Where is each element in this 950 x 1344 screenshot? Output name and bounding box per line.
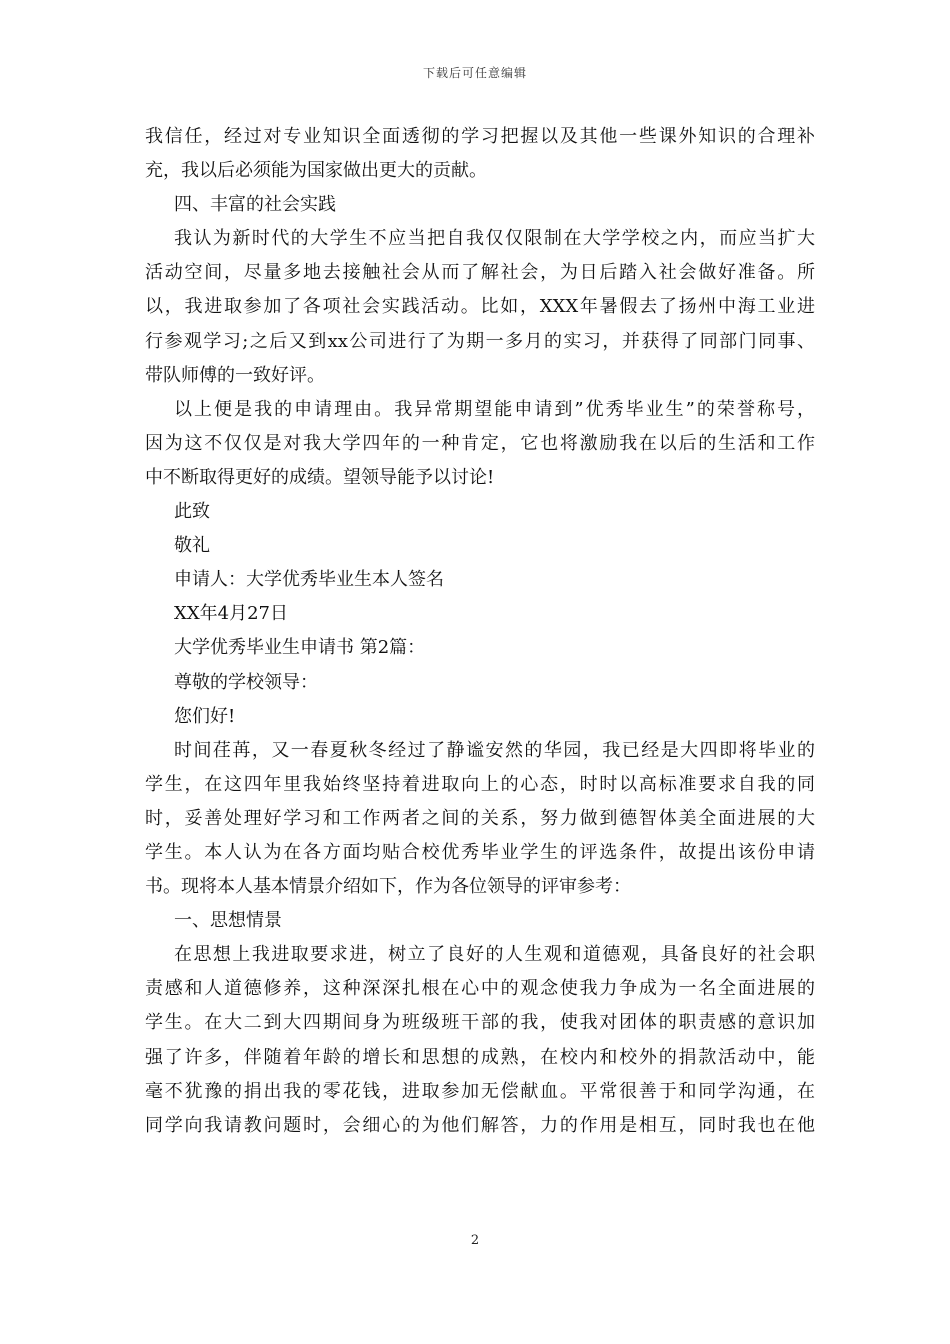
text-line: 活动空间，尽量多地去接触社会从而了解社会，为日后踏入社会做好准备。所	[145, 262, 815, 284]
greeting-line: 您们好!	[174, 705, 236, 727]
text-line: 带队师傅的一致好评。	[145, 364, 325, 386]
text-line: 行参观学习;之后又到xx公司进行了为期一多月的实习，并获得了同部门同事、	[145, 330, 815, 352]
closing-line: 此致	[174, 501, 210, 523]
text-line: 在思想上我进取要求进，树立了良好的人生观和道德观，具备良好的社会职	[174, 944, 815, 966]
text-line: 时间荏苒，又一春夏秋冬经过了静谧安然的华园，我已经是大四即将毕业的	[174, 739, 815, 761]
text-line: 时，妥善处理好学习和工作两者之间的关系，努力做到德智体美全面进展的大	[145, 807, 815, 829]
text-line: 以，我进取参加了各项社会实践活动。比如，XXX年暑假去了扬州中海工业进	[145, 296, 815, 318]
text-line: 充，我以后必须能为国家做出更大的贡献。	[145, 160, 487, 182]
text-line: 学生。本人认为在各方面均贴合校优秀毕业学生的评选条件，故提出该份申请	[145, 841, 815, 863]
date-line: XX年4月27日	[174, 603, 288, 625]
article-title: 大学优秀毕业生申请书 第2篇：	[174, 637, 426, 659]
text-line: 中不断取得更好的成绩。望领导能予以讨论!	[145, 466, 495, 488]
text-line: 我认为新时代的大学生不应当把自我仅仅限制在大学学校之内，而应当扩大	[174, 228, 815, 250]
salutation-line: 敬礼	[174, 535, 210, 557]
page-number: 2	[470, 1233, 480, 1248]
text-line: 学生，在这四年里我始终坚持着进取向上的心态，时时以高标准要求自我的同	[145, 773, 815, 795]
text-line: 因为这不仅仅是对我大学四年的一种肯定，它也将激励我在以后的生活和工作	[145, 432, 815, 454]
text-line: 同学向我请教问题时，会细心的为他们解答，力的作用是相互，同时我也在他	[145, 1114, 815, 1136]
greeting-line: 尊敬的学校领导：	[174, 671, 318, 693]
text-line: 学生。在大二到大四期间身为班级班干部的我，使我对团体的职责感的意识加	[145, 1012, 815, 1034]
text-line: 书。现将本人基本情景介绍如下，作为各位领导的评审参考：	[145, 876, 631, 898]
text-line: 以上便是我的申请理由。我异常期望能申请到”优秀毕业生”的荣誉称号，	[174, 398, 815, 420]
page-header: 下载后可任意编辑	[422, 66, 527, 80]
text-line: 责感和人道德修养，这种深深扎根在心中的观念使我力争成为一名全面进展的	[145, 978, 815, 1000]
section-heading: 一、思想情景	[174, 910, 282, 932]
document-body	[145, 120, 815, 1143]
applicant-line: 申请人：大学优秀毕业生本人签名	[174, 569, 444, 591]
section-heading: 四、丰富的社会实践	[174, 194, 336, 216]
text-line: 毫不犹豫的捐出我的零花钱，进取参加无偿献血。平常很善于和同学沟通，在	[145, 1080, 815, 1102]
text-line: 我信任，经过对专业知识全面透彻的学习把握以及其他一些课外知识的合理补	[145, 126, 815, 147]
text-line: 强了许多，伴随着年龄的增长和思想的成熟，在校内和校外的捐款活动中，能	[145, 1046, 815, 1068]
